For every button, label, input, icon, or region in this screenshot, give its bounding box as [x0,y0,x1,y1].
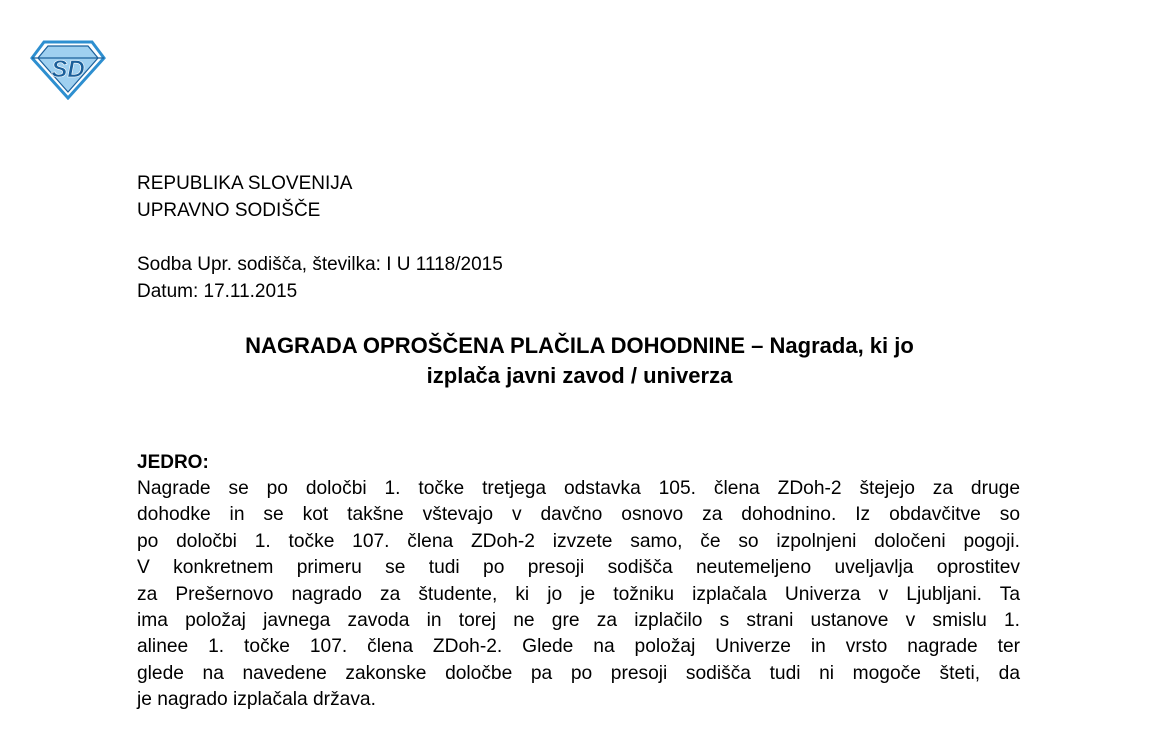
judgment-date: Datum: 17.11.2015 [137,281,298,302]
summary-body [137,476,1020,714]
court-logo [30,40,106,100]
summary-line: je nagrado izplačala država. [137,689,376,711]
court-header [137,170,352,224]
document-title [137,331,1022,391]
country-name: REPUBLIKA SLOVENIJA [137,173,353,194]
case-metadata [137,251,503,305]
summary-line: za Prešernovo nagrado za študente, ki jo je tožniku izplačala Univerza v Ljubljani. Ta [137,583,1020,605]
court-diamond-logo-icon [30,40,106,100]
summary-line: glede na navedene zakonske določbe pa po presoji sodišča tudi ni mogoče šteti, da [137,662,1020,684]
logo-text: SD [51,56,85,83]
summary-line: dohodke in se kot takšne vštevajo v davčno osnovo za dohodnino. Iz obdavčitve so [137,504,1020,526]
title-line-2: izplača javni zavod / univerza [426,363,733,388]
summary-line: V konkretnem primeru se tudi po presoji sodišča neutemeljeno uveljavlja oprostitev [137,557,1020,579]
summary-line: alinee 1. točke 107. člena ZDoh-2. Glede na položaj Univerze in vrsto nagrade ter [137,636,1020,658]
summary-line: ima položaj javnega zavoda in torej ne gre za izplačilo s strani ustanove v smislu 1. [137,610,1020,632]
summary-line: po določbi 1. točke 107. člena ZDoh-2 izvzete samo, če so izpolnjeni določeni pogoji. [137,530,1020,552]
title-line-1: NAGRADA OPROŠČENA PLAČILA DOHODNINE – Nagrada, ki jo [245,333,914,358]
court-name: UPRAVNO SODIŠČE [137,200,321,221]
summary-line: Nagrade se po določbi 1. točke tretjega odstavka 105. člena ZDoh-2 štejejo za druge [137,478,1020,499]
summary-heading: JEDRO: [137,452,209,473]
case-number: Sodba Upr. sodišča, številka: I U 1118/2015 [137,254,503,275]
